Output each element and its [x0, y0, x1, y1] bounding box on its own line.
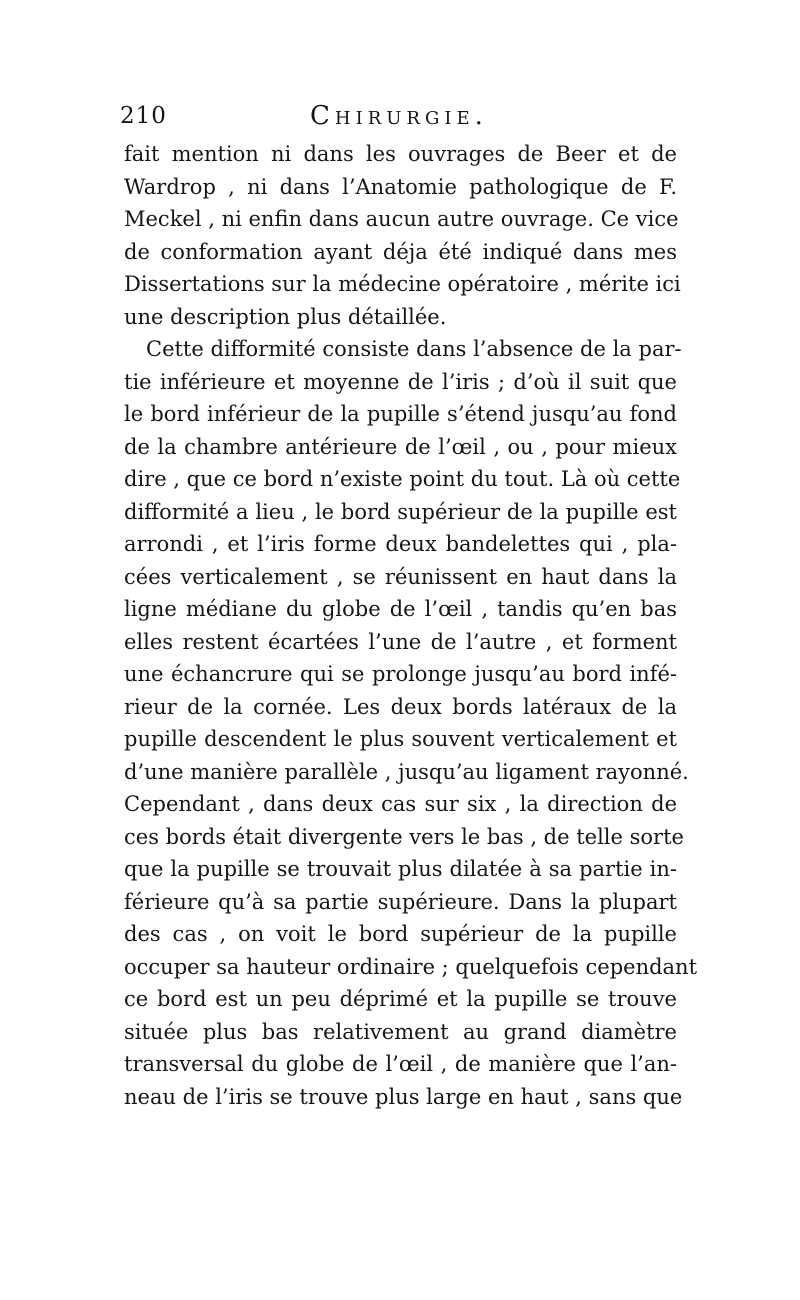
text-line: elles restent écartées l’une de l’autre , et forment [124, 629, 677, 654]
page-header [120, 96, 680, 136]
text-line: des cas , on voit le bord supérieur de la pupille [124, 922, 677, 946]
text-line: Cette difformité consiste dans l’absence de la par- [146, 337, 682, 361]
text-line: arrondi , et l’iris forme deux bandelettes qui , pla- [124, 532, 677, 556]
text-line: le bord inférieur de la pupille s’étend jusqu’au fond [124, 402, 677, 426]
text-line: dire , que ce bord n’existe point du tout. Là où cette [124, 467, 681, 491]
text-line: une échancrure qui se prolonge jusqu’au bord infé- [124, 662, 677, 686]
body-text [124, 138, 698, 1113]
text-line: d’une manière parallèle , jusqu’au ligament rayonné. [124, 759, 689, 784]
text-line: Meckel , ni enfin dans aucun autre ouvrage. Ce vice [124, 207, 679, 231]
text-line: pupille descendent le plus souvent verticalement et [124, 727, 677, 751]
text-line: neau de l’iris se trouve plus large en haut , sans que [124, 1084, 683, 1109]
running-title: Chirurgie. [310, 101, 488, 131]
text-line: occuper sa hauteur ordinaire ; quelquefois cependant [124, 954, 698, 979]
text-line: une description plus détaillée. [124, 304, 447, 329]
text-line: de conformation ayant déja été indiqué dans mes [124, 239, 677, 264]
text-line: transversal du globe de l’œil , de manière que l’an- [124, 1052, 677, 1076]
text-line: rieur de la cornée. Les deux bords latéraux de la [124, 694, 677, 719]
text-line: ligne médiane du globe de l’œil , tandis qu’en bas [124, 597, 677, 621]
text-line: Wardrop , ni dans l’Anatomie pathologique de F. [124, 174, 677, 199]
text-line: de la chambre antérieure de l’œil , ou , pour mieux [124, 434, 677, 459]
text-line: que la pupille se trouvait plus dilatée à sa partie in- [124, 857, 677, 881]
page-number: 210 [120, 103, 167, 129]
text-line: fait mention ni dans les ouvrages de Beer et de [124, 142, 677, 166]
text-line: tie inférieure et moyenne de l’iris ; d’où il suit que [124, 369, 677, 394]
text-line: Dissertations sur la médecine opératoire , mérite ici [124, 272, 681, 296]
text-line: Cependant , dans deux cas sur six , la direction de [124, 792, 677, 816]
text-line: cées verticalement , se réunissent en haut dans la [124, 564, 677, 589]
text-line: ces bords était divergente vers le bas , de telle sorte [124, 824, 684, 849]
text-line: difformité a lieu , le bord supérieur de la pupille est [124, 499, 677, 524]
text-line: férieure qu’à sa partie supérieure. Dans la plupart [124, 889, 677, 914]
text-line: située plus bas relativement au grand diamètre [124, 1019, 677, 1044]
text-line: ce bord est un peu déprimé et la pupille se trouve [124, 987, 677, 1011]
